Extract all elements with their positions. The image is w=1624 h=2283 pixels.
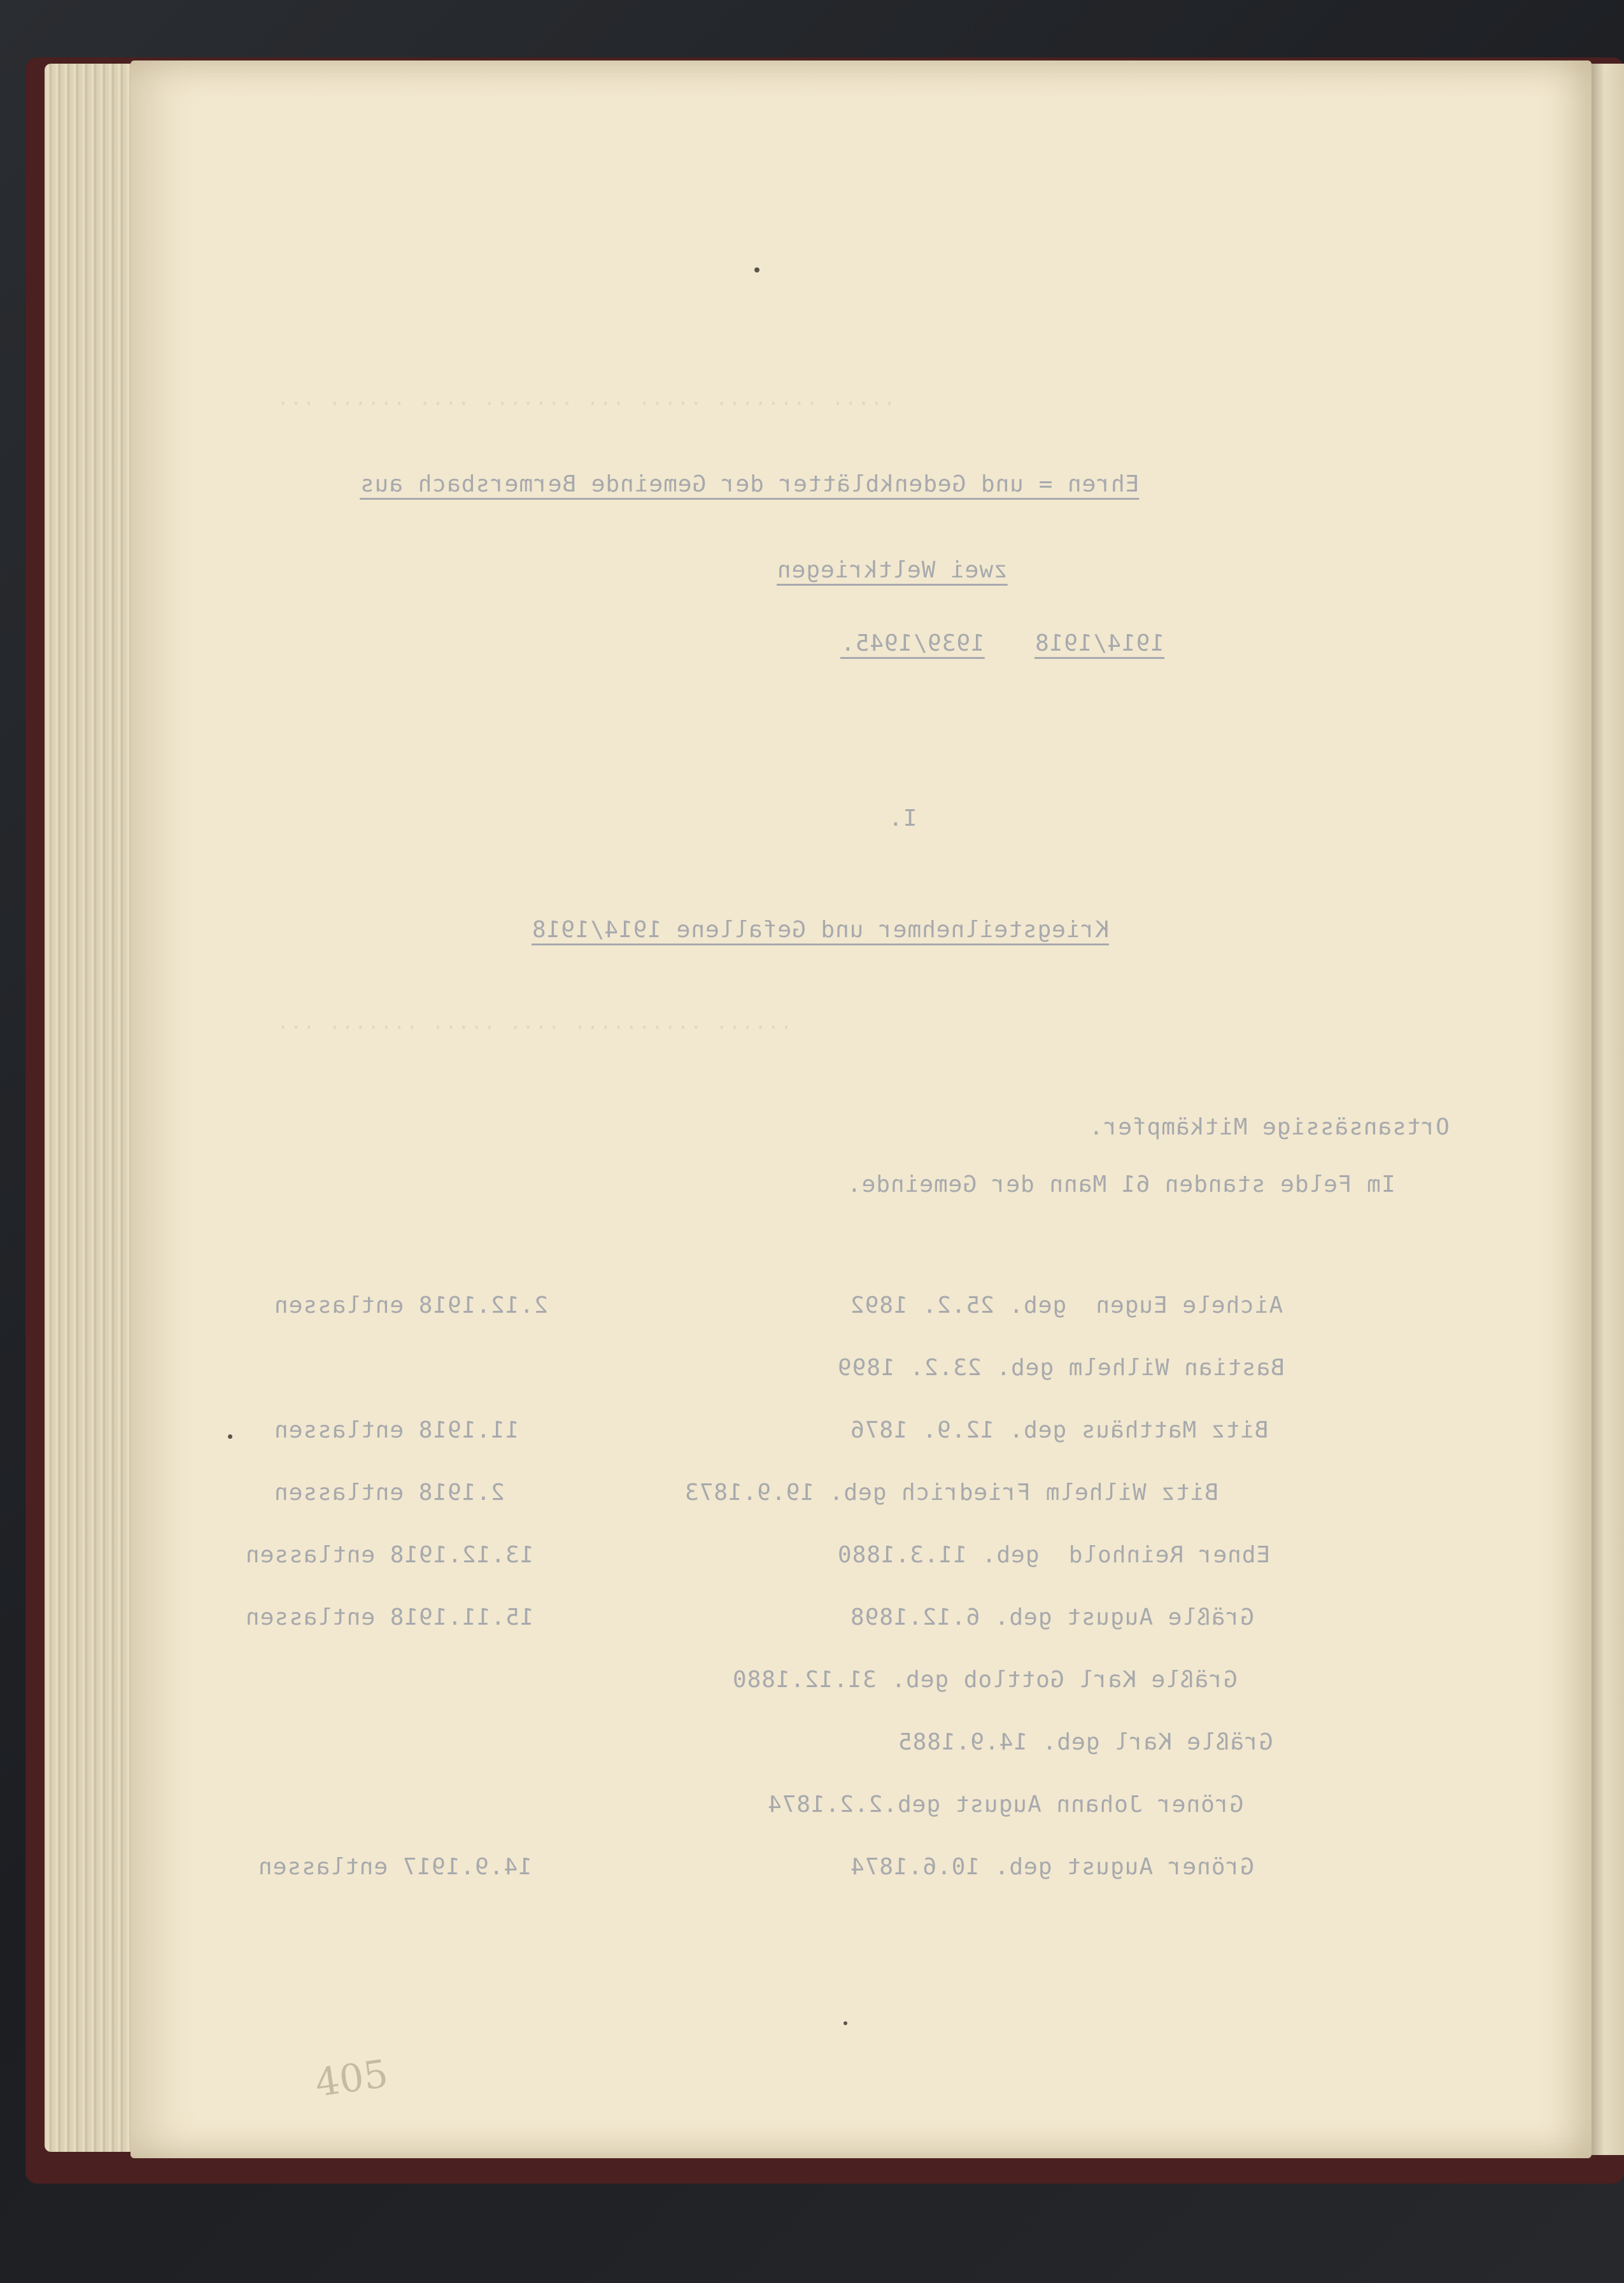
entry-name: Bitz Wilhelm Friedrich geb. 19.9.1873: [684, 1480, 1218, 1506]
entry-name: Gräßle Karl geb. 14.9.1885: [898, 1729, 1273, 1755]
section-number: I.: [888, 805, 917, 831]
bleed-through-text: ··· ······· ····· ···· ·········· ······: [277, 1015, 793, 1040]
entry-status: 15.11.1918 entlassen: [245, 1604, 534, 1630]
speck: [754, 267, 759, 272]
speck: [844, 2021, 847, 2025]
facing-page-edge: [1592, 64, 1624, 2155]
title-line-2: zwei Weltkriegen: [777, 557, 1008, 583]
entry-name: Aichele Eugen geb. 25.2. 1892: [850, 1292, 1283, 1318]
entry-name: Bastian Wilhelm geb. 23.2. 1899: [837, 1355, 1285, 1381]
title-line-1: Ehren = und Gedenkblätter der Gemeinde Bermersbach aus: [360, 471, 1140, 497]
entry-name: Gröner Johann August geb.2.2.1874: [767, 1792, 1244, 1818]
years-second-war: 1939/1945.: [840, 630, 985, 656]
entry-status: 2.12.1918 entlassen: [274, 1292, 548, 1318]
pencil-page-number: 405: [312, 2051, 391, 2106]
entry-status: 2.1918 entlassen: [274, 1480, 505, 1506]
entry-name: Bitz Matthäus geb. 12.9. 1876: [850, 1417, 1269, 1443]
speck: [228, 1434, 232, 1439]
subheading: Ortsansässige Mitkämpfer.: [1089, 1114, 1450, 1140]
entry-name: Gräßle Karl Gottlob geb. 31.12.1880: [732, 1667, 1238, 1693]
intro-line: Im Felde standen 61 Mann der Gemeinde.: [847, 1171, 1395, 1198]
entry-status: 11.1918 entlassen: [274, 1417, 519, 1443]
page-edges: [45, 64, 140, 2152]
entry-status: 13.12.1918 entlassen: [245, 1542, 534, 1568]
years-first-war: 1914/1918: [1034, 630, 1165, 656]
bleed-through-text: ··· ······ ···· ······· ··· ····· ········ ·····: [277, 392, 896, 416]
entry-name: Gräßle August geb. 6.12.1898: [850, 1604, 1254, 1630]
entry-status: 14.9.1917 entlassen: [258, 1854, 532, 1880]
entry-name: Ebner Reinhold geb. 11.3.1880: [837, 1542, 1271, 1568]
section-title: Kriegsteilnehmer und Gefallene 1914/1918: [532, 917, 1109, 943]
entry-name: Gröner August geb. 10.6.1874: [850, 1854, 1254, 1880]
document-page: [131, 60, 1592, 2158]
